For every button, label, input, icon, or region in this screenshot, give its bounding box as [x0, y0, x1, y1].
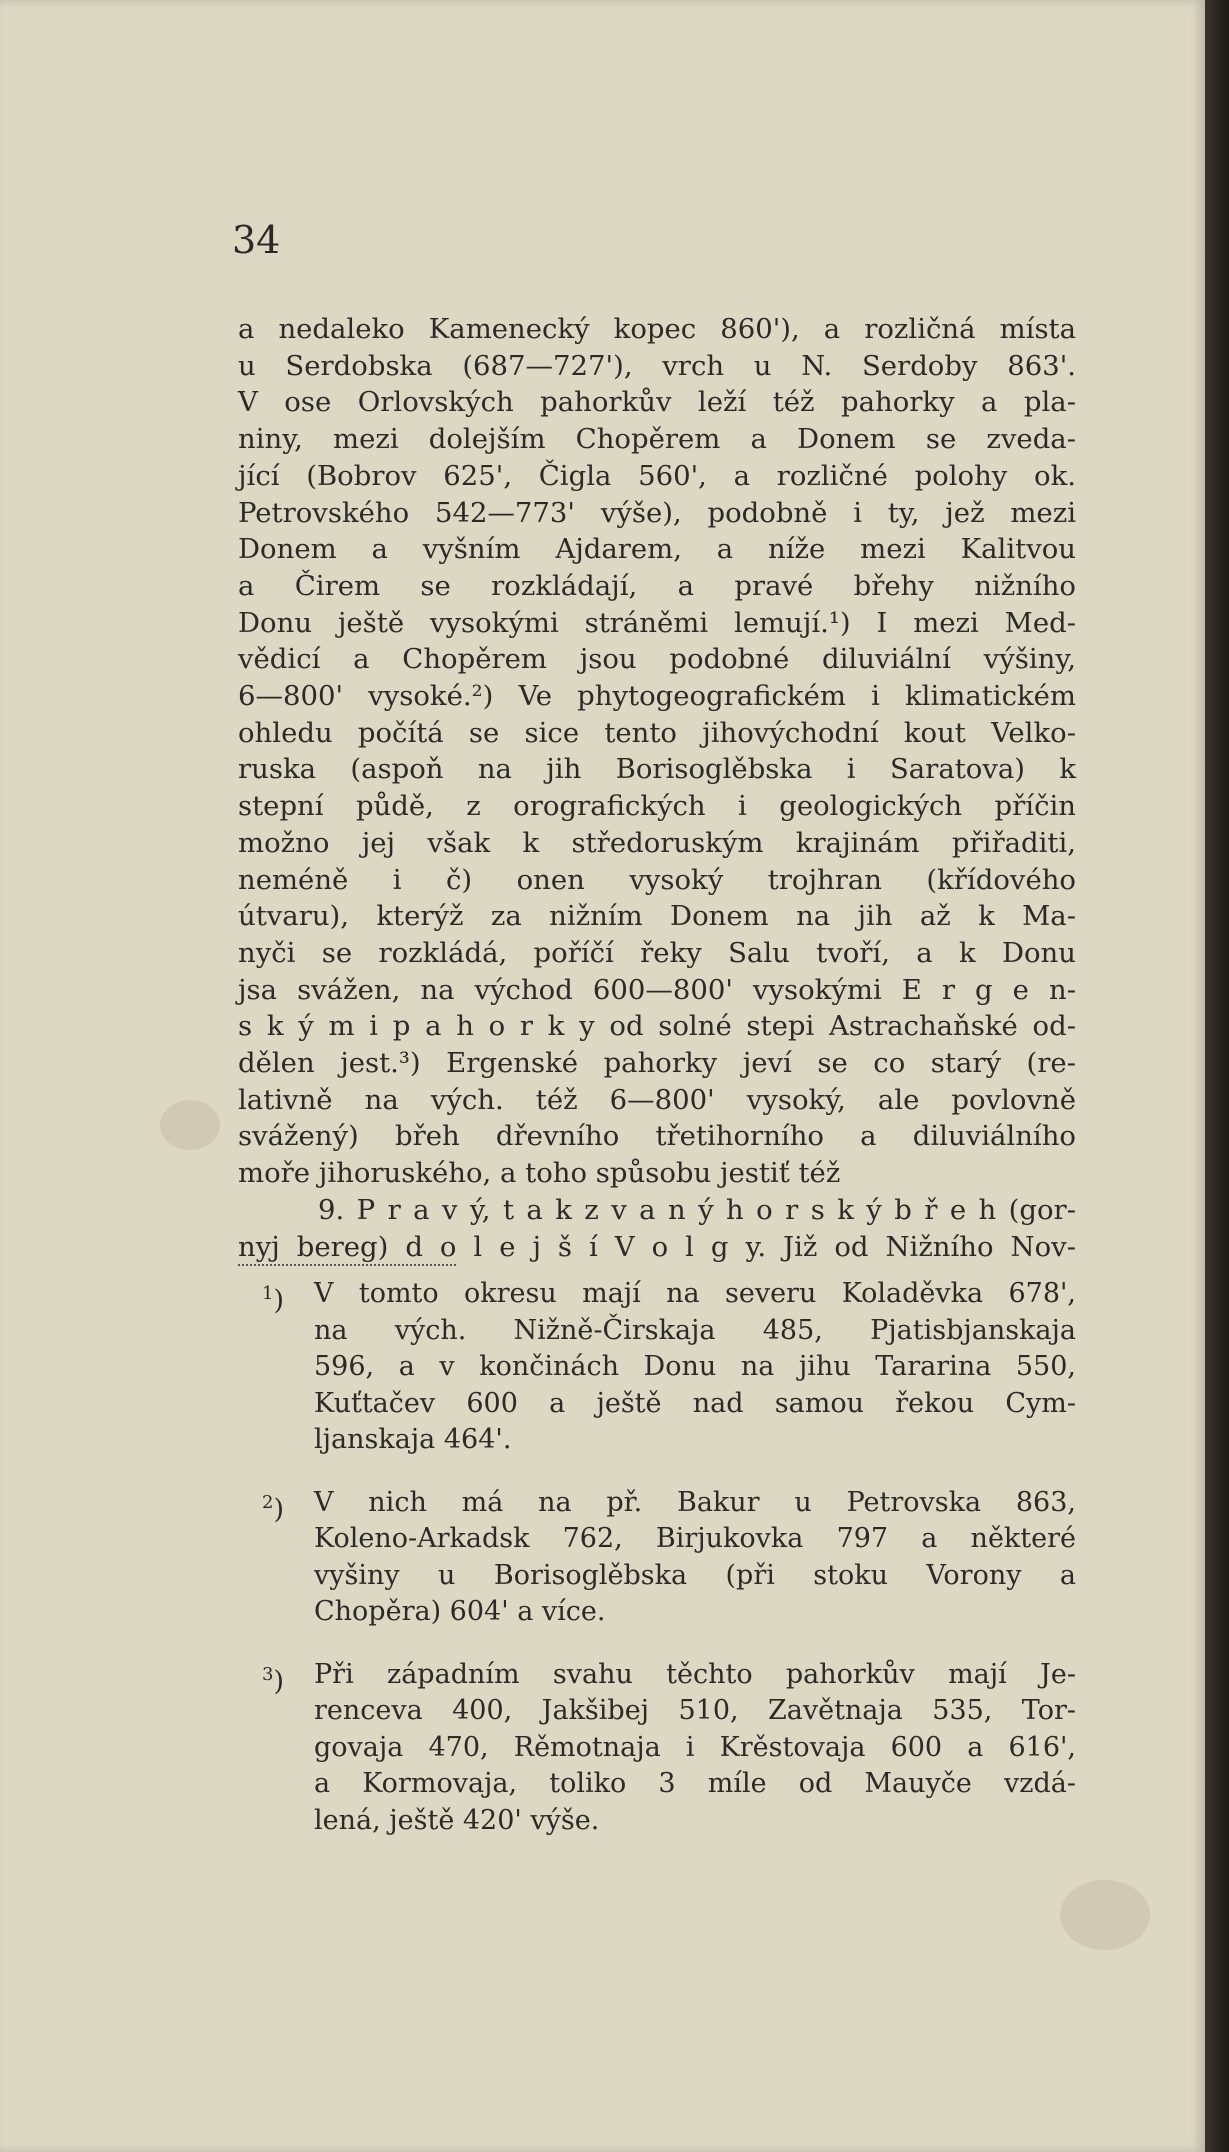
text-line: nyči se rozkládá, poříčí řeky Salu tvoří, a k Donu	[238, 936, 1076, 969]
page-number: 34	[232, 218, 281, 262]
footnote-line: 596, a v končinách Donu na jihu Tararina 550,	[314, 1351, 1076, 1382]
footnote-line: Kuťtačev 600 a ještě nad samou řekou Cym-	[314, 1387, 1076, 1419]
text-line: útvaru), kterýž za nižním Donem na jih až k Ma-	[238, 900, 1076, 933]
text-line: možno jej však k středoruským krajinám přiřaditi,	[238, 826, 1076, 859]
text-line: neméně i č) onen vysoký trojhran (křídového	[238, 863, 1076, 896]
text-line: u Serdobska (687—727'), vrch u N. Serdoby 863'.	[238, 349, 1076, 382]
footnote-text	[314, 1485, 1076, 1631]
paper-stain	[160, 1100, 220, 1150]
footnote	[262, 1276, 1076, 1459]
text-line: Petrovského 542—773' výše), podobně i ty, jež mezi	[238, 496, 1076, 529]
text-line: vědicí a Chopěrem jsou podobné diluviální výšiny,	[238, 643, 1076, 676]
text-line: V ose Orlovských pahorkův leží též pahorky a pla-	[238, 386, 1076, 419]
text-line: Donem a vyšním Ajdarem, a níže mezi Kalitvou	[238, 533, 1076, 566]
paper-stain	[1060, 1880, 1150, 1950]
footnote-line: govaja 470, Rěmotnaja i Krěstovaja 600 a 616',	[314, 1731, 1076, 1763]
text-line: 6—800' vysoké.²) Ve phytogeografickém i klimatickém	[238, 680, 1076, 713]
footnote-marker: $^3$)	[262, 1663, 284, 1697]
footnote-marker: $^1$)	[262, 1283, 284, 1316]
footnote-marker: $^2$)	[262, 1491, 284, 1525]
text-line: a nedaleko Kamenecký kopec 860'), a rozličná místa	[238, 313, 1076, 345]
footnote-line: V nich má na př. Bakur u Petrovska 863,	[314, 1486, 1076, 1518]
text-line: moře jihoruského, a toho spůsobu jestiť též	[238, 1157, 841, 1190]
text-line: stepní půdě, z orografických i geologických příčin	[238, 790, 1076, 823]
text-line: ruska (aspoň na jih Borisoglěbska i Saratova) k	[238, 753, 1076, 786]
text-line: a Čirem se rozkládají, a pravé břehy nižního	[238, 569, 1076, 602]
footnote-line: vyšiny u Borisoglěbska (při stoku Vorony a	[314, 1559, 1076, 1591]
section-heading-line: 9. P r a v ý, t a k z v a n ý h o r s k ý b ř e h (gor-	[318, 1193, 1076, 1226]
footnote	[262, 1485, 1076, 1631]
footnote-line: Při západním svahu těchto pahorkův mají Je-	[314, 1658, 1076, 1690]
footnotes	[262, 1276, 1076, 1865]
footnote-line: lená, ještě 420' výše.	[314, 1804, 600, 1836]
text-line: lativně na vých. též 6—800' vysoký, ale povlovně	[238, 1083, 1076, 1116]
book-edge	[1205, 0, 1229, 2152]
footnote-line: Chopěra) 604' a více.	[314, 1596, 606, 1627]
footnote	[262, 1657, 1076, 1840]
footnote-line: na vých. Nižně-Čirskaja 485, Pjatisbjanskaja	[314, 1314, 1076, 1346]
text-line: nyj bereg) d o l e j š í V o l g y. Již od Nižního Nov-	[238, 1230, 1076, 1263]
footnote-line: Koleno-Arkadsk 762, Birjukovka 797 a některé	[314, 1523, 1076, 1554]
text-line: dělen jest.³) Ergenské pahorky jeví se co starý (re-	[238, 1047, 1076, 1080]
text-line: s k ý m i p a h o r k y od solné stepi Astrachaňské od-	[238, 1010, 1076, 1043]
text-line: ohledu počítá se sice tento jihovýchodní kout Velko-	[238, 716, 1076, 749]
text-line: niny, mezi dolejším Chopěrem a Donem se zveda-	[238, 423, 1076, 456]
footnote-line: ljanskaja 464'.	[314, 1424, 512, 1455]
text-line: Donu ještě vysokými stráněmi lemují.¹) I mezi Med-	[238, 606, 1076, 639]
text-line: jsa svážen, na východ 600—800' vysokými E r g e n-	[238, 973, 1076, 1006]
main-text	[238, 311, 1076, 1265]
footnote-line: V tomto okresu mají na severu Koladěvka 678',	[314, 1278, 1076, 1309]
footnote-separator	[238, 1264, 456, 1266]
footnote-line: renceva 400, Jakšibej 510, Zavětnaja 535, Tor-	[314, 1695, 1076, 1726]
text-line: svážený) břeh dřevního třetihorního a diluviálního	[238, 1120, 1076, 1153]
footnote-line: a Kormovaja, toliko 3 míle od Mauyče vzdá-	[314, 1768, 1076, 1799]
footnote-text	[314, 1276, 1076, 1459]
text-line: jící (Bobrov 625', Čigla 560', a rozličné polohy ok.	[238, 459, 1076, 492]
footnote-text	[314, 1657, 1076, 1840]
